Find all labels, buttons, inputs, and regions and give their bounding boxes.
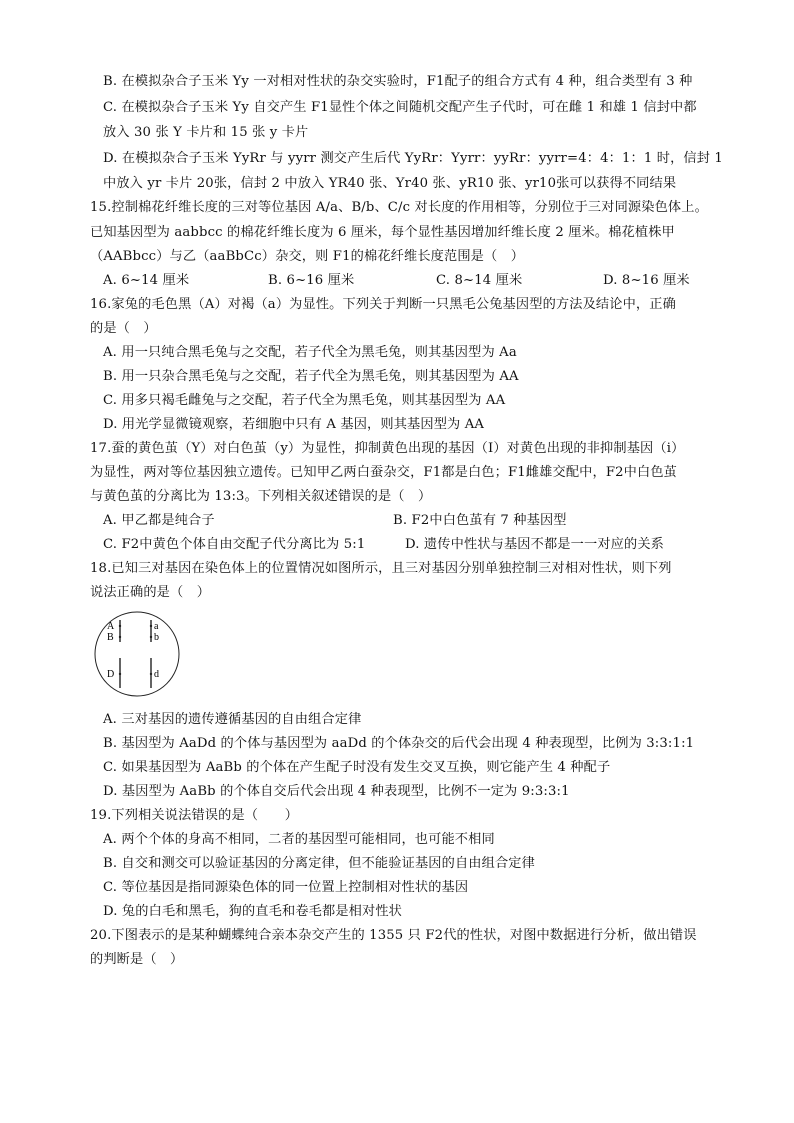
- q18-option-b: B. 基因型为 AaDd 的个体与基因型为 aaDd 的个体杂交的后代会出现 4 种表现型，比例为 3:3:1:1: [103, 736, 695, 751]
- locus-dot: [150, 673, 152, 675]
- gene-label-d: d: [154, 669, 159, 680]
- q16-option-c: C. 用多只褐毛雌兔与之交配，若子代全为黑毛兔，则其基因型为 AA: [103, 393, 506, 408]
- q17-options-row1: [0, 512, 794, 530]
- q15-stem-line2: 已知基因型为 aabbcc 的棉花纤维长度为 6 厘米，每个显性基因增加纤维长度 2 厘米。棉花植株甲: [90, 225, 675, 240]
- q17-stem-line2: 为显性，两对等位基因独立遗传。已知甲乙两白蚕杂交，F1都是白色；F1雌雄交配中，F2中白色茧: [90, 465, 678, 480]
- q15-option-b: B. 6~16 厘米: [268, 273, 355, 288]
- q19-option-d: D. 兔的白毛和黑毛，狗的直毛和卷毛都是相对性状: [103, 904, 403, 919]
- locus-dot: [119, 636, 121, 638]
- q16-stem-line1: 16.家兔的毛色黑（A）对褐（a）为显性。下列关于判断一只黑毛公兔基因型的方法及结论中，正确: [90, 297, 676, 312]
- q15-options: [0, 272, 794, 290]
- q16-stem-line2: 的是（ ）: [90, 321, 157, 336]
- locus-dot: [150, 636, 152, 638]
- q14-option-d-line1: D. 在模拟杂合子玉米 YyRr 与 yyrr 测交产生后代 YyRr：Yyrr：yyRr：yyrr=4：4：1：1 时，信封 1: [103, 151, 723, 166]
- q18-option-a: A. 三对基因的遗传遵循基因的自由组合定律: [103, 712, 362, 727]
- q18-stem-line1: 18.已知三对基因在染色体上的位置情况如图所示，且三对基因分别单独控制三对相对性状，则下列: [90, 561, 672, 576]
- q14-option-d-line2: 中放入 yr 卡片 20张，信封 2 中放入 YR40 张、Yr40 张、yR10 张、yr10张可以获得不同结果: [103, 176, 677, 191]
- q17-stem-line1: 17.蚕的黄色茧（Y）对白色茧（y）为显性，抑制黄色出现的基因（I）对黄色出现的非抑制基因（i）: [90, 441, 685, 456]
- locus-dot: [150, 625, 152, 627]
- q19-option-c: C. 等位基因是指同源染色体的同一位置上控制相对性状的基因: [103, 880, 469, 895]
- q17-option-b: B. F2中白色茧有 7 种基因型: [393, 513, 567, 528]
- gene-label-D: D: [107, 669, 115, 680]
- q14-option-b: B. 在模拟杂合子玉米 Yy 一对相对性状的杂交实验时，F1配子的组合方式有 4 种，组合类型有 3 种: [103, 74, 693, 89]
- q20-stem-line1: 20.下图表示的是某种蝴蝶纯合亲本杂交产生的 1355 只 F2代的性状，对图中数据进行分析，做出错误: [90, 928, 697, 943]
- q19-option-b: B. 自交和测交可以验证基因的分离定律，但不能验证基因的自由组合定律: [103, 856, 535, 871]
- chromosome-diagram: [93, 610, 181, 698]
- q16-option-a: A. 用一只纯合黑毛兔与之交配，若子代全为黑毛兔，则其基因型为 Aa: [103, 345, 517, 360]
- q18-option-c: C. 如果基因型为 AaBb 的个体在产生配子时没有发生交叉互换，则它能产生 4 种配子: [103, 760, 611, 775]
- gene-label-A: A: [107, 621, 115, 632]
- locus-dot: [119, 625, 121, 627]
- q19-option-a: A. 两个个体的身高不相同，二者的基因型可能相同，也可能不相同: [103, 832, 495, 847]
- q18-stem-line2: 说法正确的是（ ）: [90, 585, 211, 600]
- gene-label-b: b: [154, 632, 159, 643]
- gene-label-B: B: [107, 632, 114, 643]
- locus-dot: [119, 673, 121, 675]
- q17-option-c: C. F2中黄色个体自由交配子代分离比为 5:1: [103, 537, 366, 552]
- q17-options-row2: [0, 536, 794, 554]
- q16-option-d: D. 用光学显微镜观察，若细胞中只有 A 基因，则其基因型为 AA: [103, 417, 485, 432]
- q15-option-d: D. 8~16 厘米: [603, 273, 690, 288]
- q15-stem-line3: （AABbcc）与乙（aaBbCc）杂交，则 F1的棉花纤维长度范围是（ ）: [90, 249, 525, 264]
- q14-option-c-line1: C. 在模拟杂合子玉米 Yy 自交产生 F1显性个体之间随机交配产生子代时，可在雌 1 和雄 1 信封中都: [103, 100, 697, 115]
- q14-option-c-line2: 放入 30 张 Y 卡片和 15 张 y 卡片: [103, 125, 309, 140]
- q17-option-a: A. 甲乙都是纯合子: [103, 513, 215, 528]
- gene-label-a: a: [154, 621, 159, 632]
- q18-option-d: D. 基因型为 AaBb 的个体自交后代会出现 4 种表现型，比例不一定为 9:3:3:1: [103, 784, 570, 799]
- q17-stem-line3: 与黄色茧的分离比为 13:3。下列相关叙述错误的是（ ）: [90, 489, 432, 504]
- q15-option-c: C. 8~14 厘米: [436, 273, 523, 288]
- q17-option-d: D. 遗传中性状与基因不都是一一对应的关系: [405, 537, 665, 552]
- q15-option-a: A. 6~14 厘米: [103, 273, 190, 288]
- q15-stem-line1: 15.控制棉花纤维长度的三对等位基因 A/a、B/b、C/c 对长度的作用相等，分别位于三对同源染色体上。: [90, 200, 708, 215]
- q19-stem: 19.下列相关说法错误的是（ ）: [90, 808, 299, 823]
- q20-stem-line2: 的判断是（ ）: [90, 952, 184, 967]
- q16-option-b: B. 用一只杂合黑毛兔与之交配，若子代全为黑毛兔，则其基因型为 AA: [103, 369, 519, 384]
